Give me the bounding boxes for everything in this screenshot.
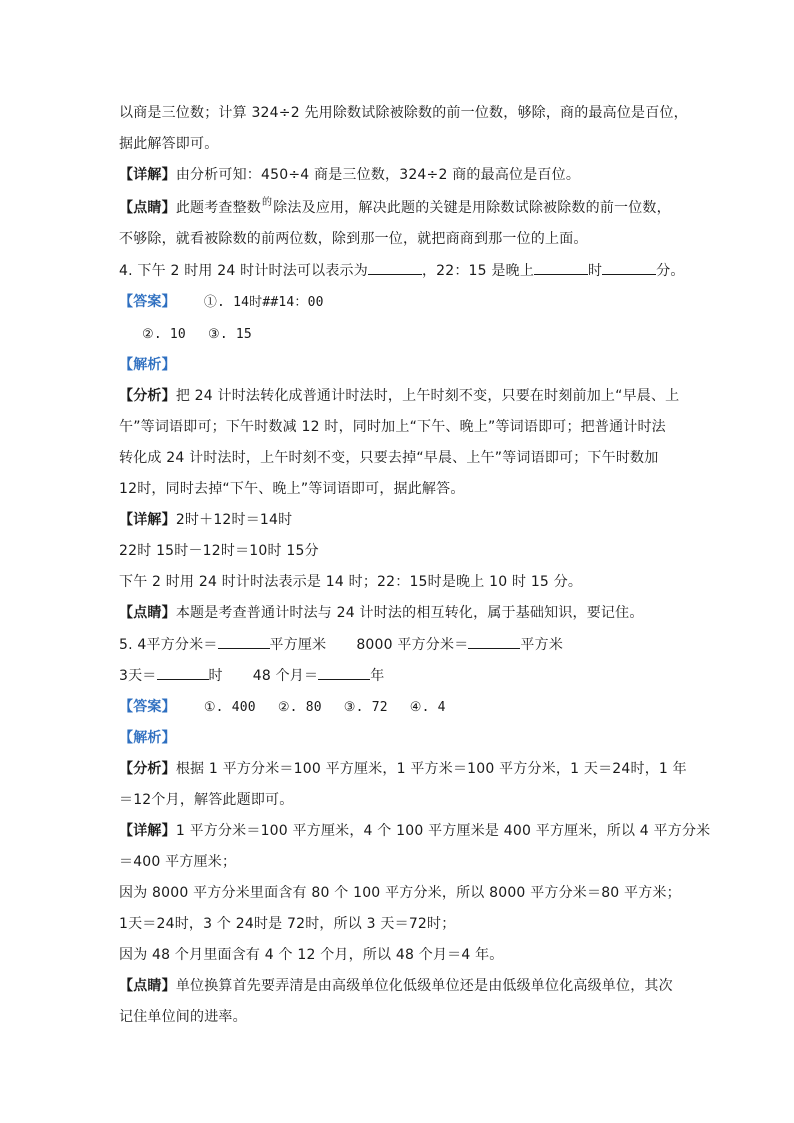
answer-blank <box>218 634 270 649</box>
answer-line: ②. 10 ③. 15 <box>142 327 252 342</box>
text-line: 下午 2 时用 24 时计时法表示是 14 时；22：15时是晚上 10 时 15 分。 <box>119 574 583 590</box>
text-line: ＝400 平方厘米； <box>119 854 237 870</box>
section-tag: 【点睛】 <box>119 978 176 994</box>
answer-line: 【答案】 ①. 14时##14：00 <box>119 294 324 310</box>
text-line: 记住单位间的进率。 <box>119 1009 247 1025</box>
note-line: 【点睛】单位换算首先要弄清是由高级单位化低级单位还是由低级单位化高级单位，其次 <box>119 978 673 994</box>
note-line: 【点睛】此题考查整数$^的$除法及应用，解决此题的关键是用除数试除被除数的前一位数， <box>119 197 671 216</box>
section-tag: 【分析】 <box>119 388 176 404</box>
detail-line: 【详解】2时＋12时＝14时 <box>119 512 293 528</box>
answer-blank <box>318 665 370 680</box>
text-line: 因为 48 个月里面含有 4 个 12 个月，所以 48 个月＝4 年。 <box>119 947 504 963</box>
note-line: 【点睛】本题是考查普通计时法与 24 计时法的相互转化，属于基础知识，要记住。 <box>119 605 644 621</box>
text-line: 午”等词语即可；下午时数减 12 时，同时加上“下午、晚上”等词语即可；把普通计时法 <box>119 419 666 435</box>
text-line: 1天＝24时，3 个 24时是 72时，所以 3 天＝72时； <box>119 916 456 932</box>
section-tag: 【点睛】 <box>119 605 176 621</box>
text-line: 据此解答即可。 <box>119 136 219 152</box>
analysis-heading: 【解析】 <box>119 357 176 373</box>
answer-tag: 【答案】 <box>119 294 176 310</box>
answer-blank <box>368 260 422 275</box>
text-line: 因为 8000 平方分米里面含有 80 个 100 平方分米，所以 8000 平方分米＝80 平方米； <box>119 885 681 901</box>
detail-line: 【详解】1 平方分米＝100 平方厘米，4 个 100 平方厘米是 400 平方厘米，所以 4 平方分米 <box>119 823 711 839</box>
question-5: 5. 4平方分米＝ 平方厘米 8000 平方分米＝ 平方米 <box>119 634 563 655</box>
answer-blank <box>534 260 588 275</box>
text-line: 以商是三位数；计算 324÷2 先用除数试除被除数的前一位数，够除，商的最高位是百位， <box>119 105 688 121</box>
answer-tag: 【答案】 <box>119 699 176 715</box>
answer-blank <box>468 634 520 649</box>
question-5-cont: 3天＝ 时 48 个月＝ 年 <box>119 665 384 686</box>
section-tag: 【点睛】 <box>119 200 176 216</box>
text-line: 不够除，就看被除数的前两位数，除到那一位，就把商商到那一位的上面。 <box>119 231 588 247</box>
section-tag: 【详解】 <box>119 167 176 183</box>
text-line: ＝12个月，解答此题即可。 <box>119 792 294 808</box>
section-tag: 【详解】 <box>119 512 176 528</box>
answer-line: 【答案】 ①. 400 ②. 80 ③. 72 ④. 4 <box>119 699 446 715</box>
detail-line: 【详解】由分析可知：450÷4 商是三位数，324÷2 商的最高位是百位。 <box>119 167 581 183</box>
text-line: 22时 15时－12时＝10时 15分 <box>119 543 319 559</box>
analysis-line: 【分析】根据 1 平方分米＝100 平方厘米，1 平方米＝100 平方分米，1 天＝24时，1 年 <box>119 761 687 777</box>
section-tag: 【分析】 <box>119 761 176 777</box>
answer-blank <box>157 665 209 680</box>
text-line: 转化成 24 计时法时，上午时刻不变，只要去掉“早晨、上午”等词语即可；下午时数加 <box>119 450 659 466</box>
analysis-line: 【分析】把 24 计时法转化成普通计时法时，上午时刻不变，只要在时刻前加上“早晨、上 <box>119 388 680 404</box>
text-line: 12时，同时去掉“下午、晚上”等词语即可，据此解答。 <box>119 481 465 497</box>
analysis-heading: 【解析】 <box>119 730 176 746</box>
answer-blank <box>602 260 656 275</box>
section-tag: 【详解】 <box>119 823 176 839</box>
question-4: 4. 下午 2 时用 24 时计时法可以表示为 ，22：15 是晚上 时 分。 <box>119 260 685 281</box>
